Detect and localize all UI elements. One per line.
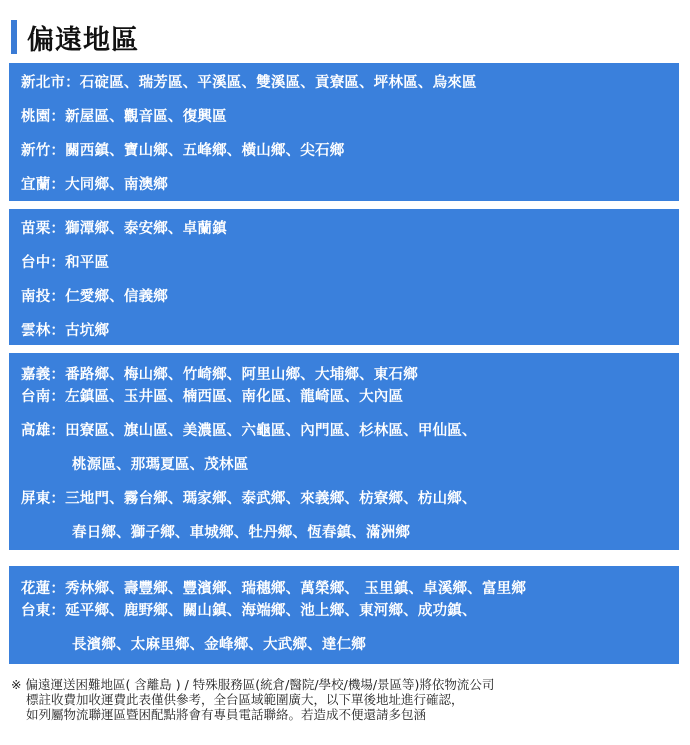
region-block-south [9, 353, 679, 550]
region-row: 苗栗：獅潭鄉、泰安鄉、卓蘭鎮 [21, 221, 227, 237]
footnote [11, 677, 494, 722]
region-row-continued: 長濱鄉、太麻里鄉、金峰鄉、大武鄉、達仁鄉 [72, 637, 366, 653]
region-row: 嘉義：番路鄉、梅山鄉、竹崎鄉、阿里山鄉、大埔鄉、東石鄉 [21, 367, 418, 383]
title-accent-bar [11, 20, 17, 54]
region-row: 桃園：新屋區、觀音區、復興區 [21, 109, 227, 125]
footnote-line: ※ 偏遠運送困難地區( 含離島 ) / 特殊服務區(統倉/醫院/學校/機場/景區等)將依物流公司 [11, 677, 495, 692]
region-row: 高雄：田寮區、旗山區、美濃區、六龜區、內門區、杉林區、甲仙區、 [21, 423, 477, 439]
region-row-continued: 桃源區、那瑪夏區、茂林區 [72, 457, 249, 473]
region-block-east [9, 566, 679, 664]
region-row-continued: 春日鄉、獅子鄉、車城鄉、牡丹鄉、恆春鎮、滿洲鄉 [72, 525, 411, 541]
footnote-line: 如列屬物流聯運區暨困配點將會有專員電話聯絡。若造成不便還請多包涵 [26, 707, 427, 722]
page-header [11, 20, 139, 54]
region-row: 雲林：古坑鄉 [21, 323, 110, 339]
region-row: 宜蘭：大同鄉、南澳鄉 [21, 177, 168, 193]
region-row: 南投：仁愛鄉、信義鄉 [21, 289, 168, 305]
region-row: 花蓮：秀林鄉、壽豐鄉、豐濱鄉、瑞穗鄉、萬榮鄉、 玉里鎮、卓溪鄉、富里鄉 [21, 581, 527, 597]
region-row: 台中：和平區 [21, 255, 110, 271]
region-row: 屏東：三地門、霧台鄉、瑪家鄉、泰武鄉、來義鄉、枋寮鄉、枋山鄉、 [21, 491, 477, 507]
region-row: 新竹：關西鎮、寶山鄉、五峰鄉、橫山鄉、尖石鄉 [21, 143, 345, 159]
page-title: 偏遠地區 [27, 24, 139, 56]
region-block-north [9, 63, 679, 201]
footnote-line: 標註收費加收運費此表僅供參考，全台區域範圍廣大，以下單後地址進行確認， [26, 692, 464, 707]
region-block-central [9, 209, 679, 345]
region-row: 新北市：石碇區、瑞芳區、平溪區、雙溪區、貢寮區、坪林區、烏來區 [21, 75, 477, 91]
region-row: 台南：左鎮區、玉井區、楠西區、南化區、龍崎區、大內區 [21, 389, 404, 405]
region-row: 台東：延平鄉、鹿野鄉、關山鎮、海端鄉、池上鄉、東河鄉、成功鎮、 [21, 603, 477, 619]
